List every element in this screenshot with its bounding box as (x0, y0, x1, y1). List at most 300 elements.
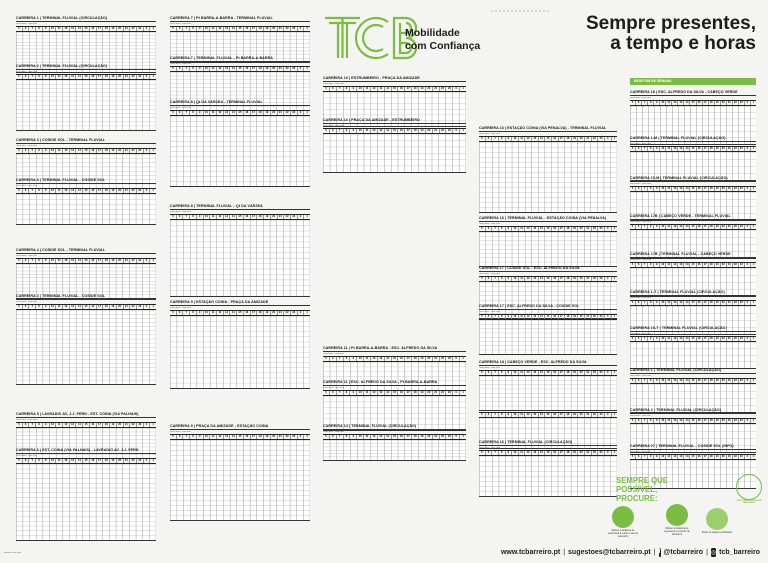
hour-label: 12 (671, 379, 677, 383)
hour-label: 21 (432, 435, 439, 439)
hour-label: 6 (329, 435, 336, 439)
hour-label: 21 (726, 147, 732, 151)
distance-entry-icon (612, 506, 634, 528)
hour-label: 8 (647, 419, 653, 423)
hour-label: 22 (283, 311, 290, 315)
hour-label: 15 (391, 129, 398, 133)
hour-label: 5 (631, 101, 634, 104)
hour-label: 6 (22, 305, 29, 309)
hour-label: 18 (708, 263, 714, 267)
hour-label: 10 (659, 419, 665, 423)
hour-label: 18 (102, 149, 109, 153)
hour-label: 6 (635, 263, 641, 267)
hour-label: 15 (82, 189, 89, 193)
hour-label: 21 (584, 451, 591, 455)
hour-label: 21 (584, 315, 591, 319)
hour-label: 7 (182, 311, 189, 315)
hour-label: 12 (216, 67, 223, 71)
hour-label: 10 (511, 315, 518, 319)
hour-label: 0 (143, 189, 150, 193)
hour-label: 14 (683, 419, 689, 423)
route-title: CARREIRA 8 | Qt DA VÁRZEA - TERMINAL FLUVIAL (170, 100, 310, 106)
hour-label: 20 (116, 305, 123, 309)
hour-label: 9 (653, 337, 659, 341)
hour-label: 22 (591, 137, 598, 141)
hour-label: 15 (391, 357, 398, 361)
hour-label: 5 (18, 259, 20, 262)
hour-label: 8 (189, 435, 196, 439)
hour-label: 1 (611, 137, 618, 141)
hour-label: 6 (635, 337, 641, 341)
hour-label: 9 (349, 129, 356, 133)
hour-label: 1 (149, 27, 156, 31)
route-subtitle: Linha diária · Dias úteis (323, 353, 344, 355)
hour-label: 10 (49, 189, 56, 193)
hour-label: 1 (750, 101, 756, 105)
hour-label: 16 (243, 311, 250, 315)
hour-label: 19 (571, 315, 578, 319)
hour-label: 6 (22, 27, 29, 31)
hour-label: 12 (524, 277, 531, 281)
timetable-column (16, 8, 156, 548)
hour-label: 17 (96, 149, 103, 153)
route-title: CARREIRA 9 | ESTAÇÃO COINA - PRAÇA DA AMIZADE (170, 300, 310, 306)
hour-label: 11 (665, 337, 671, 341)
hour-label: 9 (349, 435, 356, 439)
hour-label: 1 (750, 337, 756, 341)
hour-label: 13 (223, 311, 230, 315)
hour-label: 9 (196, 27, 203, 31)
hour-label: 19 (263, 67, 270, 71)
hour-label: 19 (714, 147, 720, 151)
hour-label: 0 (452, 391, 459, 395)
hour-label: 22 (129, 305, 136, 309)
hour-label: 19 (714, 225, 720, 229)
hour-label: 1 (459, 435, 466, 439)
hour-label: 14 (538, 137, 545, 141)
hour-label: 6 (176, 311, 183, 315)
hour-label: 8 (498, 315, 505, 319)
departure-grid (479, 376, 617, 411)
hour-label: 13 (377, 435, 384, 439)
hour-label: 8 (647, 101, 653, 105)
departure-grid (16, 80, 156, 131)
hour-label: 21 (123, 305, 130, 309)
hour-label: 7 (491, 227, 498, 231)
headline-line1: Sempre presentes, (585, 13, 756, 34)
hour-label: 8 (189, 111, 196, 115)
hour-label: 14 (384, 357, 391, 361)
hour-label: 17 (250, 27, 257, 31)
hour-label: 9 (505, 413, 512, 417)
hour-label: 7 (336, 391, 343, 395)
hour-label: 17 (404, 87, 411, 91)
hour-label: 18 (102, 27, 109, 31)
facebook-link[interactable]: @tcbarreiro (663, 548, 704, 556)
distance-inside-icon (666, 504, 688, 526)
hour-label: 21 (277, 27, 284, 31)
notice-title (616, 476, 706, 503)
hour-label: 22 (732, 263, 738, 267)
hour-label: 0 (744, 101, 750, 105)
hour-label: 12 (216, 27, 223, 31)
hour-label: 16 (696, 379, 702, 383)
hour-label: 16 (243, 27, 250, 31)
hour-label: 22 (732, 101, 738, 105)
hour-label: 0 (452, 87, 459, 91)
hour-label: 22 (591, 277, 598, 281)
hour-label: 0 (143, 459, 150, 463)
hour-label: 12 (62, 27, 69, 31)
hour-label: 19 (109, 459, 116, 463)
hour-label: 19 (418, 87, 425, 91)
hour-label: 18 (102, 305, 109, 309)
hour-label: 8 (498, 413, 505, 417)
hour-label: 23 (290, 27, 297, 31)
hour-label: 19 (571, 451, 578, 455)
route-title: CARREIRA 1 | TERMINAL FLUVIAL (CIRCULAÇÃO) (630, 368, 756, 374)
hour-label: 22 (129, 189, 136, 193)
hour-label: 16 (397, 87, 404, 91)
hour-label: 11 (665, 455, 671, 459)
hour-label: 11 (518, 315, 525, 319)
hour-label: 16 (696, 147, 702, 151)
route-title: CARREIRA 15-T | TERMINAL FLUVIAL (CIRCULAÇÃO) (630, 326, 756, 332)
hour-label: 23 (597, 413, 604, 417)
hour-label: 0 (744, 147, 750, 151)
hour-label: 23 (136, 27, 143, 31)
hour-label: 12 (370, 391, 377, 395)
hour-label: 18 (102, 423, 109, 427)
hour-label: 15 (82, 75, 89, 79)
hour-label: 17 (702, 187, 708, 191)
hour-label: 9 (196, 67, 203, 71)
email-link[interactable]: sugestoes@tcbarreiro.pt (568, 548, 651, 556)
hour-label: 19 (571, 137, 578, 141)
hour-label: 18 (564, 137, 571, 141)
route-subtitle: Linha diária · Dias úteis (630, 259, 651, 261)
hour-label: 20 (577, 227, 584, 231)
hour-label: 11 (55, 75, 62, 79)
hour-label: 19 (714, 301, 720, 305)
hour-label: 12 (370, 129, 377, 133)
hour-label: 10 (659, 455, 665, 459)
hour-label: 20 (577, 277, 584, 281)
hour-label: 1 (611, 315, 618, 319)
hour-label: 5 (325, 435, 327, 438)
hour-label: 9 (653, 147, 659, 151)
hour-label: 7 (182, 27, 189, 31)
hour-label: 16 (89, 75, 96, 79)
hour-label: 7 (336, 129, 343, 133)
route-subtitle: Linha diária · Dias úteis (16, 255, 37, 257)
hour-label: 5 (18, 189, 20, 192)
hour-label: 12 (62, 259, 69, 263)
hour-label: 13 (531, 277, 538, 281)
hour-label: 0 (297, 311, 304, 315)
hour-label: 15 (689, 419, 695, 423)
hour-label: 6 (485, 315, 492, 319)
hour-label: 8 (647, 379, 653, 383)
hour-label: 1 (611, 277, 618, 281)
hour-label: 19 (571, 277, 578, 281)
hour-label: 12 (62, 459, 69, 463)
hour-label: 8 (498, 227, 505, 231)
tip-entry-distance: Manter a distância de segurança a entrar e sair do autocarro (608, 529, 638, 538)
hour-label: 13 (69, 459, 76, 463)
hour-label: 22 (283, 111, 290, 115)
separator: | (563, 548, 566, 556)
hour-label: 9 (196, 111, 203, 115)
route-title: CARREIRA 4 | TERMINAL FLUVIAL - COSIDE SOL (16, 294, 156, 300)
instagram-link[interactable]: tcb_barreiro (719, 548, 760, 556)
hour-label: 19 (714, 187, 720, 191)
hour-label: 16 (551, 137, 558, 141)
hour-label: 10 (203, 311, 210, 315)
route-title: CARREIRA 8 | TERMINAL FLUVIAL - Qt DA VÁRZEA (170, 204, 310, 210)
hour-label: 19 (109, 259, 116, 263)
hour-label: 19 (109, 27, 116, 31)
hour-label: 0 (604, 277, 611, 281)
hour-label: 23 (597, 227, 604, 231)
hour-label: 23 (738, 263, 744, 267)
hour-label: 12 (671, 187, 677, 191)
hour-label: 21 (432, 357, 439, 361)
hour-label: 18 (102, 189, 109, 193)
hour-label: 22 (283, 67, 290, 71)
hour-label: 23 (136, 75, 143, 79)
hour-label: 21 (277, 215, 284, 219)
hour-label: 14 (384, 129, 391, 133)
hour-label: 17 (250, 215, 257, 219)
hour-label: 15 (236, 215, 243, 219)
hour-label: 0 (744, 419, 750, 423)
hour-label: 23 (290, 111, 297, 115)
hour-label: 6 (22, 189, 29, 193)
hour-label: 15 (82, 27, 89, 31)
hour-label: 0 (744, 455, 750, 459)
hour-label: 18 (564, 227, 571, 231)
hour-label: 11 (665, 187, 671, 191)
route-timetable (479, 360, 617, 411)
hour-label: 17 (250, 111, 257, 115)
hour-label: 19 (109, 75, 116, 79)
departure-grid (479, 232, 617, 267)
hour-label: 14 (75, 423, 82, 427)
hour-label: 5 (481, 137, 483, 140)
hour-label: 16 (89, 423, 96, 427)
hour-label: 17 (558, 227, 565, 231)
hour-label: 8 (498, 137, 505, 141)
route-subtitle: Linha diária · Dias úteis (630, 297, 651, 299)
hour-label: 14 (229, 215, 236, 219)
route-title: CARREIRA 10 | PRAÇA DA AMIZADE - ESTRUMBEIRO (323, 118, 466, 124)
departure-grid (170, 116, 310, 187)
hour-label: 12 (370, 87, 377, 91)
hour-label: 11 (363, 435, 370, 439)
hour-label: 7 (641, 455, 647, 459)
tagline-line2: com Confiança (405, 40, 481, 52)
route-subtitle: Linha diária · Dias úteis (479, 133, 500, 135)
hour-label: 1 (750, 379, 756, 383)
hour-label: 1 (459, 357, 466, 361)
website-link[interactable]: www.tcbarreiro.pt (500, 548, 561, 556)
hour-label: 14 (229, 435, 236, 439)
hour-label: 9 (42, 75, 49, 79)
hour-label: 22 (129, 149, 136, 153)
hour-label: 11 (55, 305, 62, 309)
hour-label: 19 (109, 305, 116, 309)
hour-label: 17 (404, 357, 411, 361)
hour-label: 17 (702, 455, 708, 459)
hour-label: 18 (256, 67, 263, 71)
hour-label: 16 (551, 227, 558, 231)
hour-label: 13 (677, 379, 683, 383)
hour-label: 7 (491, 315, 498, 319)
route-title: CARREIRA 2 | TERMINAL FLUVIAL (CIRCULAÇÃO) (16, 64, 156, 70)
hour-label: 20 (116, 423, 123, 427)
hour-label: 18 (256, 215, 263, 219)
hour-label: 1 (459, 129, 466, 133)
hour-label: 23 (136, 189, 143, 193)
hour-label: 0 (297, 435, 304, 439)
hour-label: 8 (35, 259, 42, 263)
hour-label: 5 (18, 149, 20, 152)
hour-label: 1 (303, 27, 310, 31)
hour-label: 13 (677, 455, 683, 459)
hour-label: 14 (229, 27, 236, 31)
hour-label: 12 (62, 149, 69, 153)
health-notice (608, 472, 762, 542)
route-title: CARREIRA 1 | TERMINAL FLUVIAL (CIRCULAÇÃO) (16, 16, 156, 22)
hour-label: 5 (631, 419, 634, 422)
route-subtitle: Linha diária · Dias úteis (323, 83, 344, 85)
route-title: CARREIRA 9 | PRAÇA DA AMIZADE - ESTAÇÃO COINA (170, 424, 310, 430)
hour-label: 1 (611, 451, 618, 455)
hour-label: 15 (544, 315, 551, 319)
hour-label: 14 (75, 27, 82, 31)
hour-label: 23 (136, 259, 143, 263)
hour-label: 10 (659, 379, 665, 383)
hour-label: 17 (558, 451, 565, 455)
hour-label: 13 (531, 413, 538, 417)
hour-label: 0 (744, 225, 750, 229)
hour-label: 5 (172, 67, 174, 70)
hour-label: 10 (203, 27, 210, 31)
hour-label: 10 (659, 263, 665, 267)
hour-label: 18 (256, 311, 263, 315)
hour-label: 15 (82, 459, 89, 463)
hour-label: 21 (584, 277, 591, 281)
hour-label: 10 (511, 451, 518, 455)
hour-label: 17 (558, 315, 565, 319)
route-timetable (479, 216, 617, 267)
hour-label: 21 (432, 129, 439, 133)
hour-label: 17 (558, 277, 565, 281)
hour-label: 22 (129, 459, 136, 463)
hour-label: 16 (551, 451, 558, 455)
hour-label: 5 (631, 225, 634, 228)
hour-label: 9 (653, 101, 659, 105)
hour-label: 5 (481, 315, 483, 318)
hour-label: 20 (270, 215, 277, 219)
hour-label: 5 (325, 357, 327, 360)
route-subtitle: Linha diária · Dias úteis (630, 183, 651, 185)
hour-label: 8 (647, 337, 653, 341)
hour-label: 0 (744, 379, 750, 383)
hour-label: 17 (558, 371, 565, 375)
hour-label: 11 (518, 137, 525, 141)
hour-label: 18 (708, 147, 714, 151)
hour-label: 11 (209, 67, 216, 71)
hour-label: 19 (263, 111, 270, 115)
hour-label: 0 (452, 357, 459, 361)
hour-label: 6 (22, 75, 29, 79)
hour-label: 15 (544, 137, 551, 141)
departure-grid (323, 134, 466, 173)
hour-label: 12 (671, 147, 677, 151)
route-title: CARREIRA 5 | LAVRADIO AV. J.J. FERN - EST. COINA (VIA PALHAIS) (16, 412, 156, 418)
hour-label: 21 (584, 137, 591, 141)
hour-label: 11 (209, 111, 216, 115)
hour-label: 13 (677, 101, 683, 105)
hour-label: 7 (28, 27, 35, 31)
hour-label: 21 (726, 379, 732, 383)
hour-label: 17 (96, 259, 103, 263)
hour-label: 17 (96, 459, 103, 463)
hour-label: 13 (377, 357, 384, 361)
hour-label: 9 (196, 435, 203, 439)
hour-label: 12 (216, 435, 223, 439)
hour-label: 19 (263, 435, 270, 439)
hour-label: 6 (329, 391, 336, 395)
hour-label: 20 (425, 435, 432, 439)
hour-label: 18 (411, 435, 418, 439)
route-subtitle: Linha diária · Dias úteis (170, 107, 191, 109)
hour-label: 17 (96, 189, 103, 193)
departure-grid (170, 220, 310, 297)
route-title: CARREIRA 6 | EST. COINA (VIA PALHAIS) - LAVRADIO AV. J.J. FERN (16, 448, 156, 454)
hour-label: 18 (256, 111, 263, 115)
hour-label: 11 (55, 27, 62, 31)
hour-label: 11 (665, 301, 671, 305)
hour-label: 7 (28, 189, 35, 193)
hour-label: 9 (505, 137, 512, 141)
hour-label: 19 (263, 27, 270, 31)
hour-label: 13 (69, 75, 76, 79)
hour-label: 0 (744, 337, 750, 341)
hour-label: 17 (96, 27, 103, 31)
route-subtitle: Linha diária · Dias úteis (479, 223, 500, 225)
hour-label: 6 (176, 27, 183, 31)
route-subtitle: Linha diária · Dias úteis (170, 431, 191, 433)
hour-label: 5 (18, 423, 20, 426)
hour-label: 11 (665, 419, 671, 423)
hour-label: 17 (702, 301, 708, 305)
hour-label: 18 (708, 225, 714, 229)
hour-label: 14 (75, 75, 82, 79)
hour-label: 22 (732, 187, 738, 191)
hour-label: 9 (505, 371, 512, 375)
hour-label: 5 (481, 371, 483, 374)
hour-label: 13 (223, 215, 230, 219)
hour-label: 21 (277, 111, 284, 115)
hour-label: 14 (683, 379, 689, 383)
hour-label: 1 (149, 189, 156, 193)
hour-label: 15 (689, 263, 695, 267)
route-title: CARREIRA 17 | COSIDE SOL - ESC. ALFREDO DA SILVA (479, 266, 617, 272)
hour-label: 9 (505, 227, 512, 231)
